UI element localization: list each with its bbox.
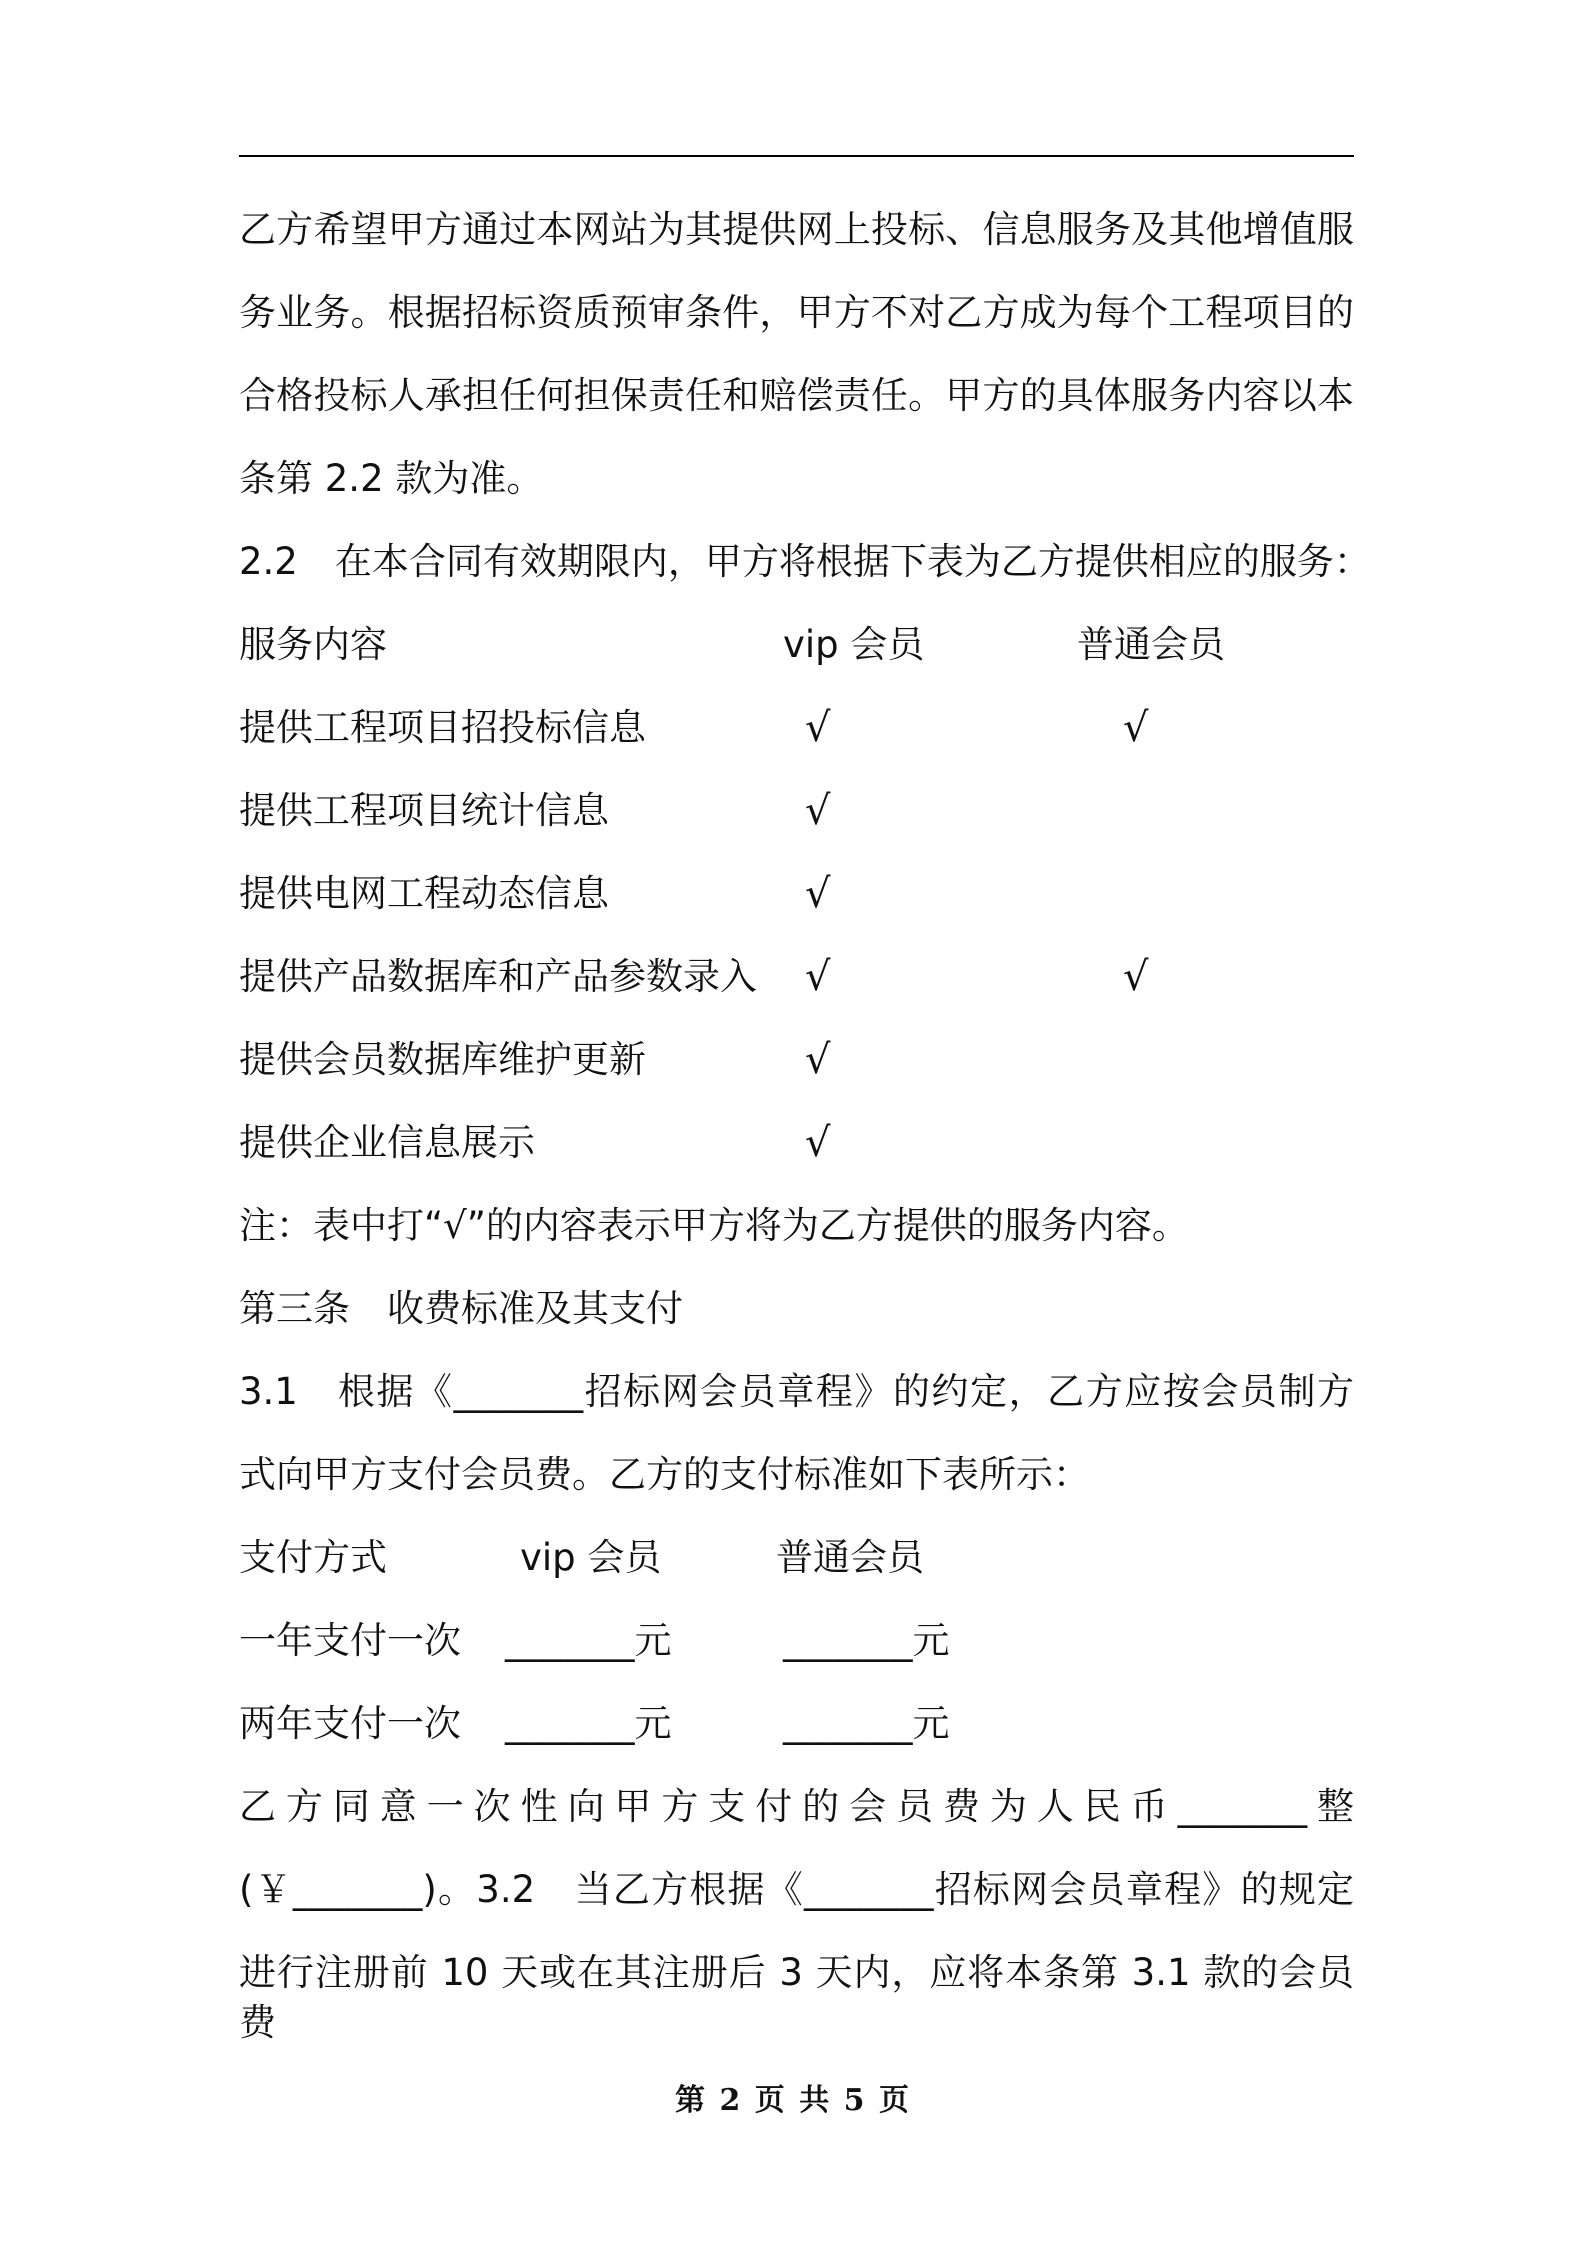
check-mark-vip: √ xyxy=(805,954,831,1000)
paragraph-payment-intro: 式向甲方支付会员费。乙方的支付标准如下表所示： xyxy=(239,1453,1090,1496)
table-row-label: 提供工程项目招投标信息 xyxy=(239,706,646,749)
check-mark-vip: √ xyxy=(805,1037,831,1083)
paragraph-fee-amount: (￥_______)。3.2 当乙方根据《_______招标网会员章程》的规定 xyxy=(239,1868,1354,1911)
service-table-header-normal: 普通会员 xyxy=(1077,623,1225,666)
paragraph-line-1: 乙方希望甲方通过本网站为其提供网上投标、信息服务及其他增值服 xyxy=(239,208,1354,251)
paragraph-fee-deadline: 进行注册前 10 天或在其注册后 3 天内，应将本条第 3.1 款的会员费 xyxy=(239,1951,1354,2044)
check-mark-normal: √ xyxy=(1123,954,1149,1000)
fee-blank-vip: _______元 xyxy=(505,1619,672,1662)
check-mark-vip: √ xyxy=(805,788,831,834)
table-row-label: 提供会员数据库维护更新 xyxy=(239,1038,646,1081)
clause-3-1: 3.1 根据《_______招标网会员章程》的约定，乙方应按会员制方 xyxy=(239,1370,1354,1413)
clause-2-2: 2.2 在本合同有效期限内，甲方将根据下表为乙方提供相应的服务： xyxy=(239,540,1371,583)
service-table-header-vip: vip 会员 xyxy=(783,623,925,666)
page-number-footer: 第 2 页 共 5 页 xyxy=(675,2083,911,2118)
paragraph-line-2: 务业务。根据招标资质预审条件，甲方不对乙方成为每个工程项目的 xyxy=(239,291,1354,334)
table-row-label: 提供产品数据库和产品参数录入 xyxy=(239,955,757,998)
paragraph-line-4: 条第 2.2 款为准。 xyxy=(239,457,544,500)
payment-table-header-normal: 普通会员 xyxy=(776,1536,924,1579)
fee-blank-normal: _______元 xyxy=(783,1619,950,1662)
check-mark-normal: √ xyxy=(1123,705,1149,751)
payment-table-header-method: 支付方式 xyxy=(239,1536,387,1579)
check-mark-vip: √ xyxy=(805,871,831,917)
table-row-label: 一年支付一次 xyxy=(239,1619,461,1662)
header-rule xyxy=(239,155,1354,157)
paragraph-total-fee: 乙方同意一次性向甲方支付的会员费为人民币_______整 xyxy=(239,1785,1354,1828)
check-mark-vip: √ xyxy=(805,1120,831,1166)
table-row-label: 提供电网工程动态信息 xyxy=(239,872,609,915)
table-row-label: 提供企业信息展示 xyxy=(239,1121,535,1164)
fee-blank-vip: _______元 xyxy=(505,1702,672,1745)
fee-blank-normal: _______元 xyxy=(783,1702,950,1745)
table-row-label: 两年支付一次 xyxy=(239,1702,461,1745)
service-table-header-content: 服务内容 xyxy=(239,623,387,666)
article-3-title: 第三条 收费标准及其支付 xyxy=(239,1287,683,1330)
table-note: 注：表中打“√”的内容表示甲方将为乙方提供的服务内容。 xyxy=(239,1204,1189,1247)
paragraph-line-3: 合格投标人承担任何担保责任和赔偿责任。甲方的具体服务内容以本 xyxy=(239,374,1354,417)
payment-table-header-vip: vip 会员 xyxy=(520,1536,662,1579)
table-row-label: 提供工程项目统计信息 xyxy=(239,789,609,832)
check-mark-vip: √ xyxy=(805,705,831,751)
